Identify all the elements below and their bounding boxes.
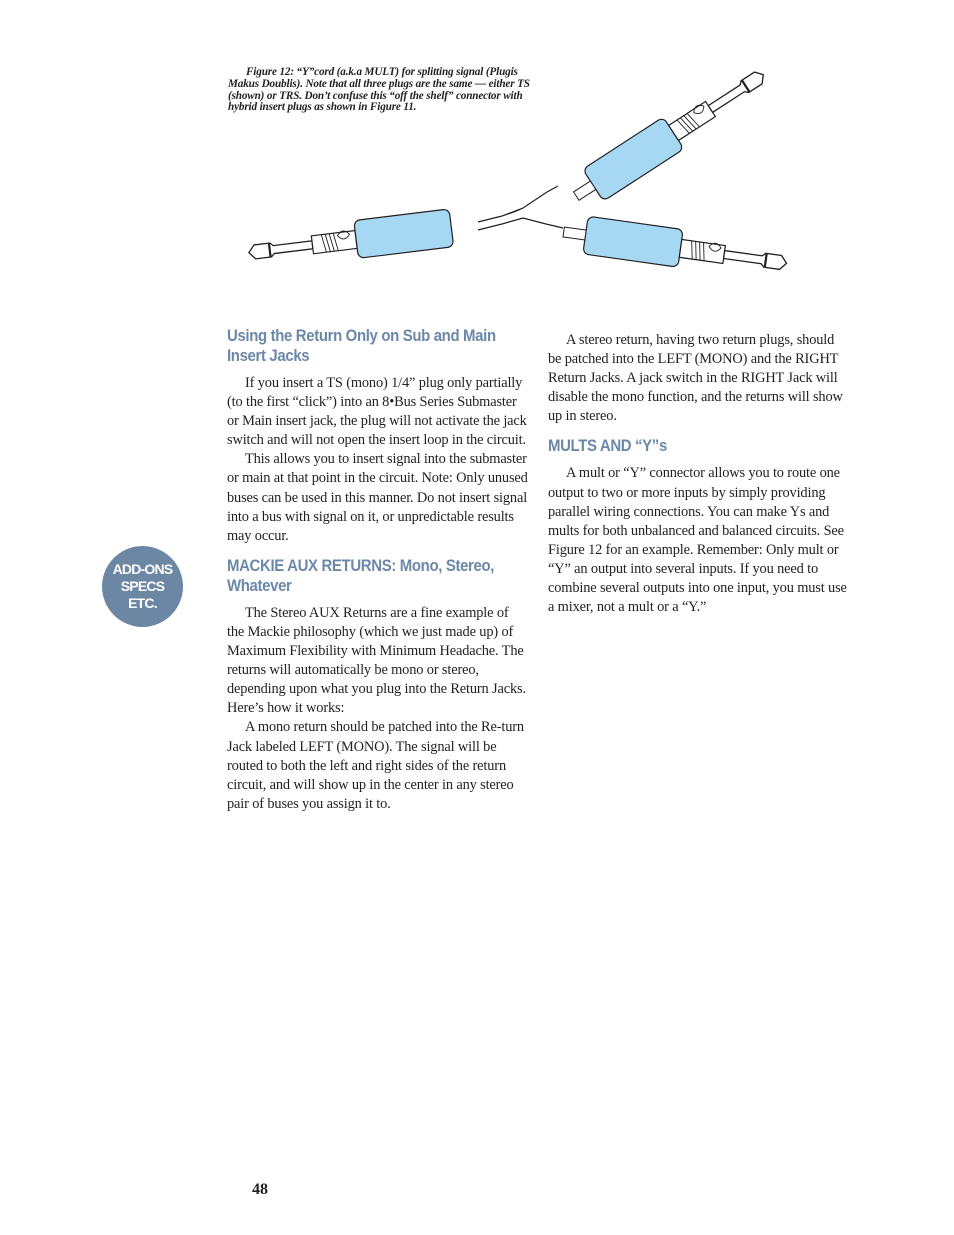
y-cord-figure	[240, 70, 830, 292]
heading-mults: MULTS AND “Y”s	[548, 436, 667, 456]
left-column	[227, 326, 529, 814]
lower-plug-barrel	[583, 216, 683, 267]
badge-line: ADD-ONS	[112, 561, 173, 577]
upper-plug-barrel	[583, 117, 684, 201]
heading-return-only: Using the Return Only on Sub and Main Insert Jacks	[227, 326, 496, 365]
section-badge	[102, 546, 183, 627]
right-column	[548, 331, 850, 617]
badge-line: ETC.	[128, 595, 157, 611]
left-plug-barrel	[354, 209, 454, 258]
paragraph: If you insert a TS (mono) 1/4” plug only partially (to the first “click”) into an 8•Bus Series Submaster or Main insert jack, the plug will not activate the jack switch and will not open the insert loop in the circuit.	[227, 375, 527, 449]
paragraph: This allows you to insert signal into the submaster or main at that point in the circuit. Note: Only unused buses can be used in this manner. Do not insert signal into a bus with signal on it, or unpredictable results may occur.	[227, 451, 528, 544]
paragraph: A stereo return, having two return plugs, should be patched into the LEFT (MONO) and the RIGHT Return Jacks. A jack switch in the RIGHT Jack will disable the mono function, and the returns will show up in stereo.	[548, 332, 843, 425]
heading-aux-returns: MACKIE AUX RETURNS: Mono, Stereo, Whatever	[227, 555, 495, 595]
figure-caption: Figure 12: “Y”cord (a.k.a MULT) for splitting signal (Plugis Makus Doublis). Note that all three plugs are the same — either TS (shown) or TRS. Don’t confuse this “off the shelf” connector with hybrid insert plugs as shown in Figure 11.	[228, 66, 530, 114]
badge-line: SPECS	[120, 578, 165, 594]
y-split-cable	[478, 186, 558, 222]
paragraph: A mono return should be patched into the Re-turn Jack labeled LEFT (MONO). The signal will be routed to both the left and right sides of the return circuit, and will show up in the center in any stereo pair of buses you assign it to.	[227, 719, 524, 812]
upper-right-plug	[566, 70, 774, 212]
page-number: 48	[252, 1181, 268, 1198]
paragraph: The Stereo AUX Returns are a fine example of the Mackie philosophy (which we just made up) of Maximum Flexibility with Minimum Headache. The returns will automatically be mono or stereo, depending upon what you plug into the Return Jacks. Here’s how it works:	[227, 604, 526, 717]
lower-right-plug	[561, 213, 789, 282]
paragraph: A mult or “Y” connector allows you to route one output to two or more inputs by simply providing parallel wiring connections. You can make Ys and mults for both unbalanced and balanced circuits. See Figure 12 for an example. Remember: Only mult or “Y” an output into several inputs. If you need to combine several outputs into one input, you must use a mixer, not a mult or a “Y.”	[548, 465, 847, 616]
left-plug	[247, 209, 454, 272]
